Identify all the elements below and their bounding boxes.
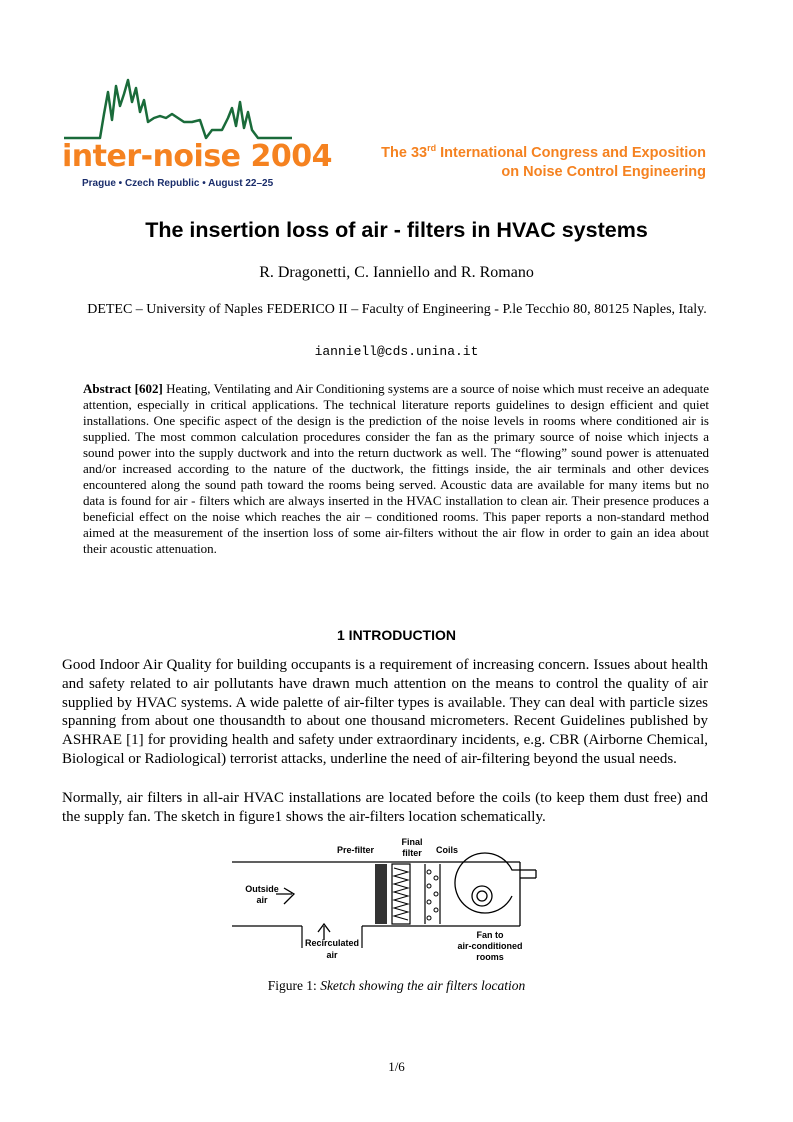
label-outside-2: air [256, 895, 268, 905]
label-recirc-1: Recirculated [304, 938, 360, 948]
label-fan-3: rooms [476, 952, 504, 962]
paper-title: The insertion loss of air - filters in HVAC systems [145, 218, 648, 242]
intro-paragraph-1: Good Indoor Air Quality for building occupants is a requirement of increasing concern. Issues about health and safety related to air pollutants have drawn much attention on the means to control the quality of air supplied by HVAC systems. A wide palette of air-filter types is available. They can deal with particle sizes spanning from about one thousandth to about one thousand micrometers. Recent Guidelines published by ASHRAE [1] for providing health and safety under extraordinary incidents, e.g. CBR (Airborne Chemical, Biological or Radiological) terrorist attacks, underline the need of air-filtering beyond the usual needs. [62, 657, 708, 767]
pre-filter-block [375, 864, 387, 924]
label-fan-2: air-conditioned [457, 941, 523, 951]
abstract-label: Abstract [602] [83, 381, 163, 396]
authors: R. Dragonetti, C. Ianniello and R. Romano [259, 264, 534, 281]
label-final-2: filter [402, 848, 422, 858]
logo-tagline: Prague • Czech Republic • August 22–25 [82, 178, 274, 189]
logo-wordmark: inter-noise 2004 [62, 139, 332, 174]
label-fan-1: Fan to [476, 930, 504, 940]
abstract [83, 381, 709, 557]
email-link[interactable]: ianniell@cds.unina.it [314, 344, 479, 359]
label-recirc-2: air [326, 950, 338, 960]
figure-1-caption: Figure 1: Sketch showing the air filters location [267, 978, 526, 993]
abstract-text: Heating, Ventilating and Air Conditioning systems are a source of noise which must receive an adequate attention, especially in critical applications. The technical literature reports guidelines to design efficient and quiet installations. One specific aspect of the design is the prediction of the noise levels in rooms where conditioned air is supplied. The most common calculation procedures consider the fan as the primary source of noise which injects a sound power into the supply ductwork and into the return ductwork as well. The “flowing” sound power is attenuated and/or increased according to the nature of the ductwork, the fittings inside, the air terminals and other devices encountered along the sound path toward the rooms being served. Acoustic data are available for many items but no data is found for air - filters which are always inserted in the HVAC installation to clean air. Their presence produces a beneficial effect on the noise which reaches the air – conditioned rooms. This paper reports a non-standard method aimed at the measurement of the insertion loss of some air-filters without the air flow in order to gain an idea about their acoustic attenuation. [83, 381, 709, 556]
congress-line-1: The 33rd International Congress and Exposition [381, 143, 706, 161]
label-prefilter: Pre-filter [336, 845, 374, 855]
congress-header [381, 139, 706, 182]
congress-line-2: on Noise Control Engineering [501, 163, 706, 180]
conference-logo [62, 72, 332, 194]
label-final-1: Final [401, 837, 423, 847]
section-heading-introduction: 1 INTRODUCTION [337, 627, 456, 643]
figure-1-sketch [232, 836, 542, 966]
prague-skyline-icon [62, 72, 294, 144]
page-number: 1/6 [388, 1059, 405, 1074]
intro-paragraph-2: Normally, air filters in all-air HVAC installations are located before the coils (to keep them dust free) and the supply fan. The sketch in figure1 shows the air-filters location schematically. [62, 790, 708, 825]
label-outside-1: Outside [245, 884, 279, 894]
affiliation: DETEC – University of Naples FEDERICO II – Faculty of Engineering - P.le Tecchio 80, 80125 Naples, Italy. [87, 302, 707, 317]
label-coils: Coils [436, 845, 459, 855]
